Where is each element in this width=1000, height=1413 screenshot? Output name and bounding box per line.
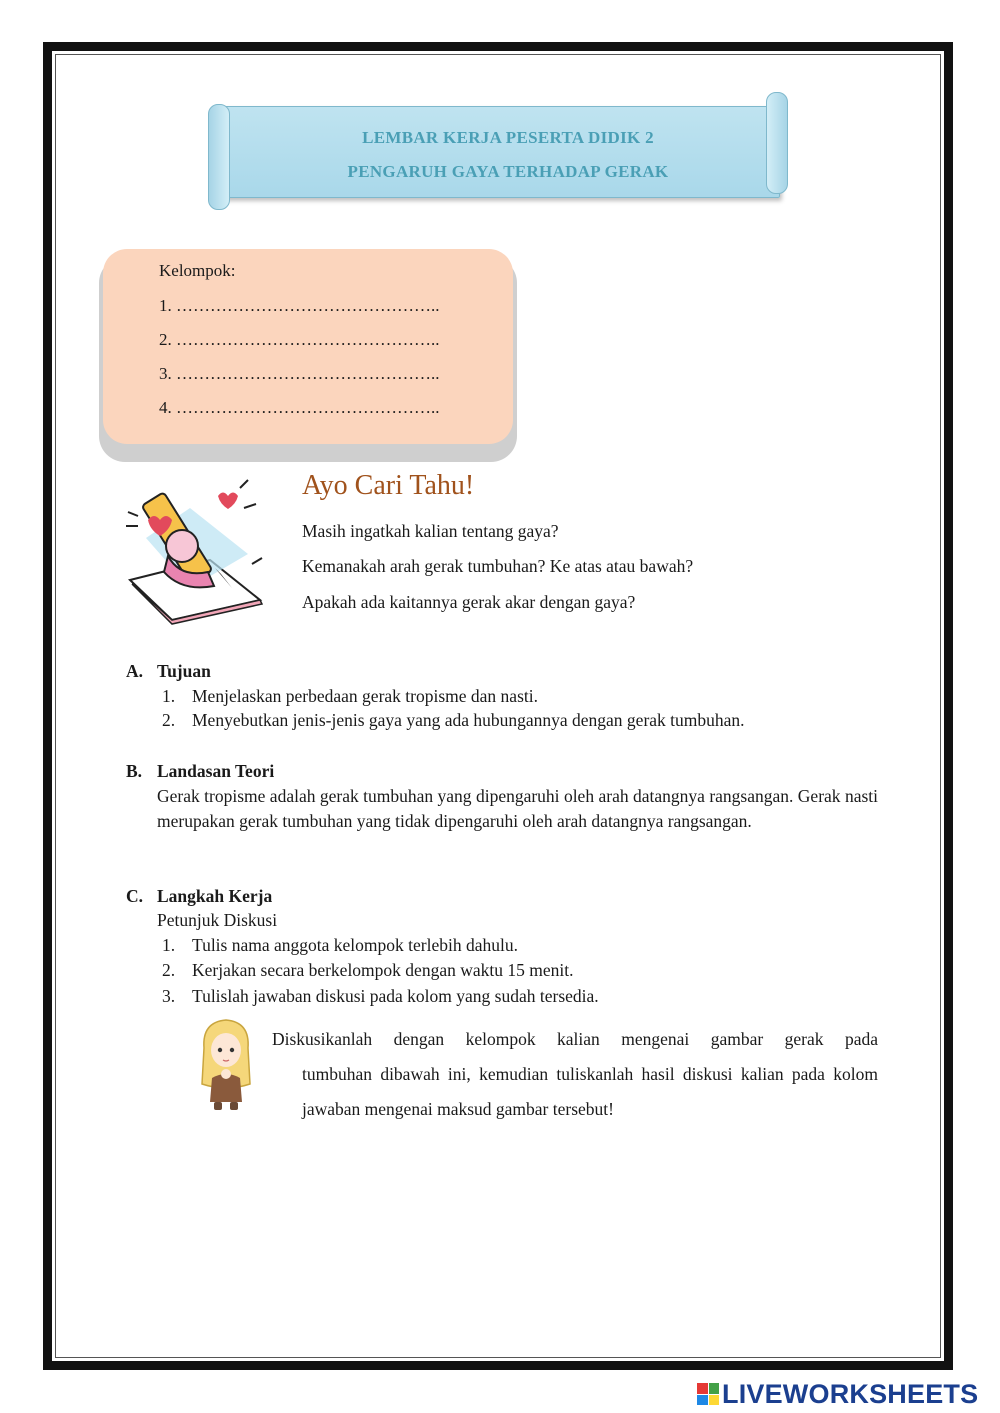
list-item — [162, 986, 599, 1007]
list-number: 3. — [162, 986, 176, 1006]
banner-body — [218, 106, 780, 198]
section-b-heading — [126, 761, 274, 782]
section-letter: B. — [126, 761, 143, 781]
section-letter: A. — [126, 661, 144, 681]
list-item — [162, 960, 573, 981]
logo-tile — [709, 1383, 720, 1394]
ayo-cari-tahu-heading: Ayo Cari Tahu! — [302, 470, 475, 501]
logo-tile — [697, 1383, 708, 1394]
list-item — [162, 710, 745, 731]
pencil-writing-illustration — [120, 468, 268, 630]
list-text: Tulis nama anggota kelompok terlebih dahulu. — [192, 935, 518, 955]
group-box — [103, 249, 515, 454]
liveworksheets-logo-icon — [697, 1383, 719, 1405]
list-number: 1. — [162, 686, 176, 706]
discussion-instruction — [272, 1022, 878, 1127]
discussion-line-rest: tumbuhan dibawah ini, kemudian tuliskanlah hasil diskusi kalian pada kolom jawaban mengenai maksud gambar tersebut! — [302, 1064, 878, 1119]
group-member-field[interactable]: 3. ……………………………………….. — [159, 364, 440, 383]
logo-tile — [709, 1395, 720, 1406]
list-item — [162, 935, 518, 956]
landasan-teori-paragraph: Gerak tropisme adalah gerak tumbuhan yang dipengaruhi oleh arah datangnya rangsangan. Gerak nasti merupakan gerak tumbuhan yang tidak dipengaruhi oleh arah datangnya rangsangan. — [157, 786, 878, 831]
list-item — [162, 686, 538, 707]
list-text: Kerjakan secara berkelompok dengan waktu 15 menit. — [192, 960, 574, 980]
banner-curl-left — [208, 104, 230, 210]
question-text: Kemanakah arah gerak tumbuhan? Ke atas atau bawah? — [302, 556, 694, 576]
question-text: Apakah ada kaitannya gerak akar dengan gaya? — [302, 592, 636, 612]
discussion-line-first: Diskusikanlah dengan kelompok kalian mengenai gambar gerak pada — [272, 1029, 878, 1049]
section-title: Tujuan — [157, 661, 211, 681]
liveworksheets-logo — [697, 1378, 978, 1410]
list-number: 2. — [162, 960, 176, 980]
section-letter: C. — [126, 886, 144, 906]
logo-tile — [697, 1395, 708, 1406]
worksheet-subtitle: PENGARUH GAYA TERHADAP GERAK — [347, 162, 669, 181]
list-text: Menjelaskan perbedaan gerak tropisme dan nasti. — [192, 686, 538, 706]
group-member-field[interactable]: 1. ……………………………………….. — [159, 296, 440, 315]
title-banner — [208, 96, 788, 208]
list-text: Tulislah jawaban diskusi pada kolom yang sudah tersedia. — [192, 986, 599, 1006]
group-label: Kelompok: — [159, 261, 236, 280]
section-c-heading — [126, 886, 272, 907]
list-number: 2. — [162, 710, 176, 730]
list-number: 1. — [162, 935, 176, 955]
section-title: Landasan Teori — [157, 761, 275, 781]
girl-thinking-illustration — [196, 1018, 256, 1114]
section-a-heading — [126, 661, 211, 682]
worksheet-title: LEMBAR KERJA PESERTA DIDIK 2 — [362, 128, 654, 147]
group-member-field[interactable]: 2. ……………………………………….. — [159, 330, 440, 349]
question-text: Masih ingatkah kalian tentang gaya? — [302, 521, 559, 541]
group-member-field[interactable]: 4. ……………………………………….. — [159, 398, 440, 417]
discussion-instructions-title: Petunjuk Diskusi — [157, 910, 278, 930]
brand-name: LIVEWORKSHEETS — [722, 1378, 979, 1409]
section-title: Langkah Kerja — [157, 886, 273, 906]
list-text: Menyebutkan jenis-jenis gaya yang ada hubungannya dengan gerak tumbuhan. — [192, 710, 745, 730]
